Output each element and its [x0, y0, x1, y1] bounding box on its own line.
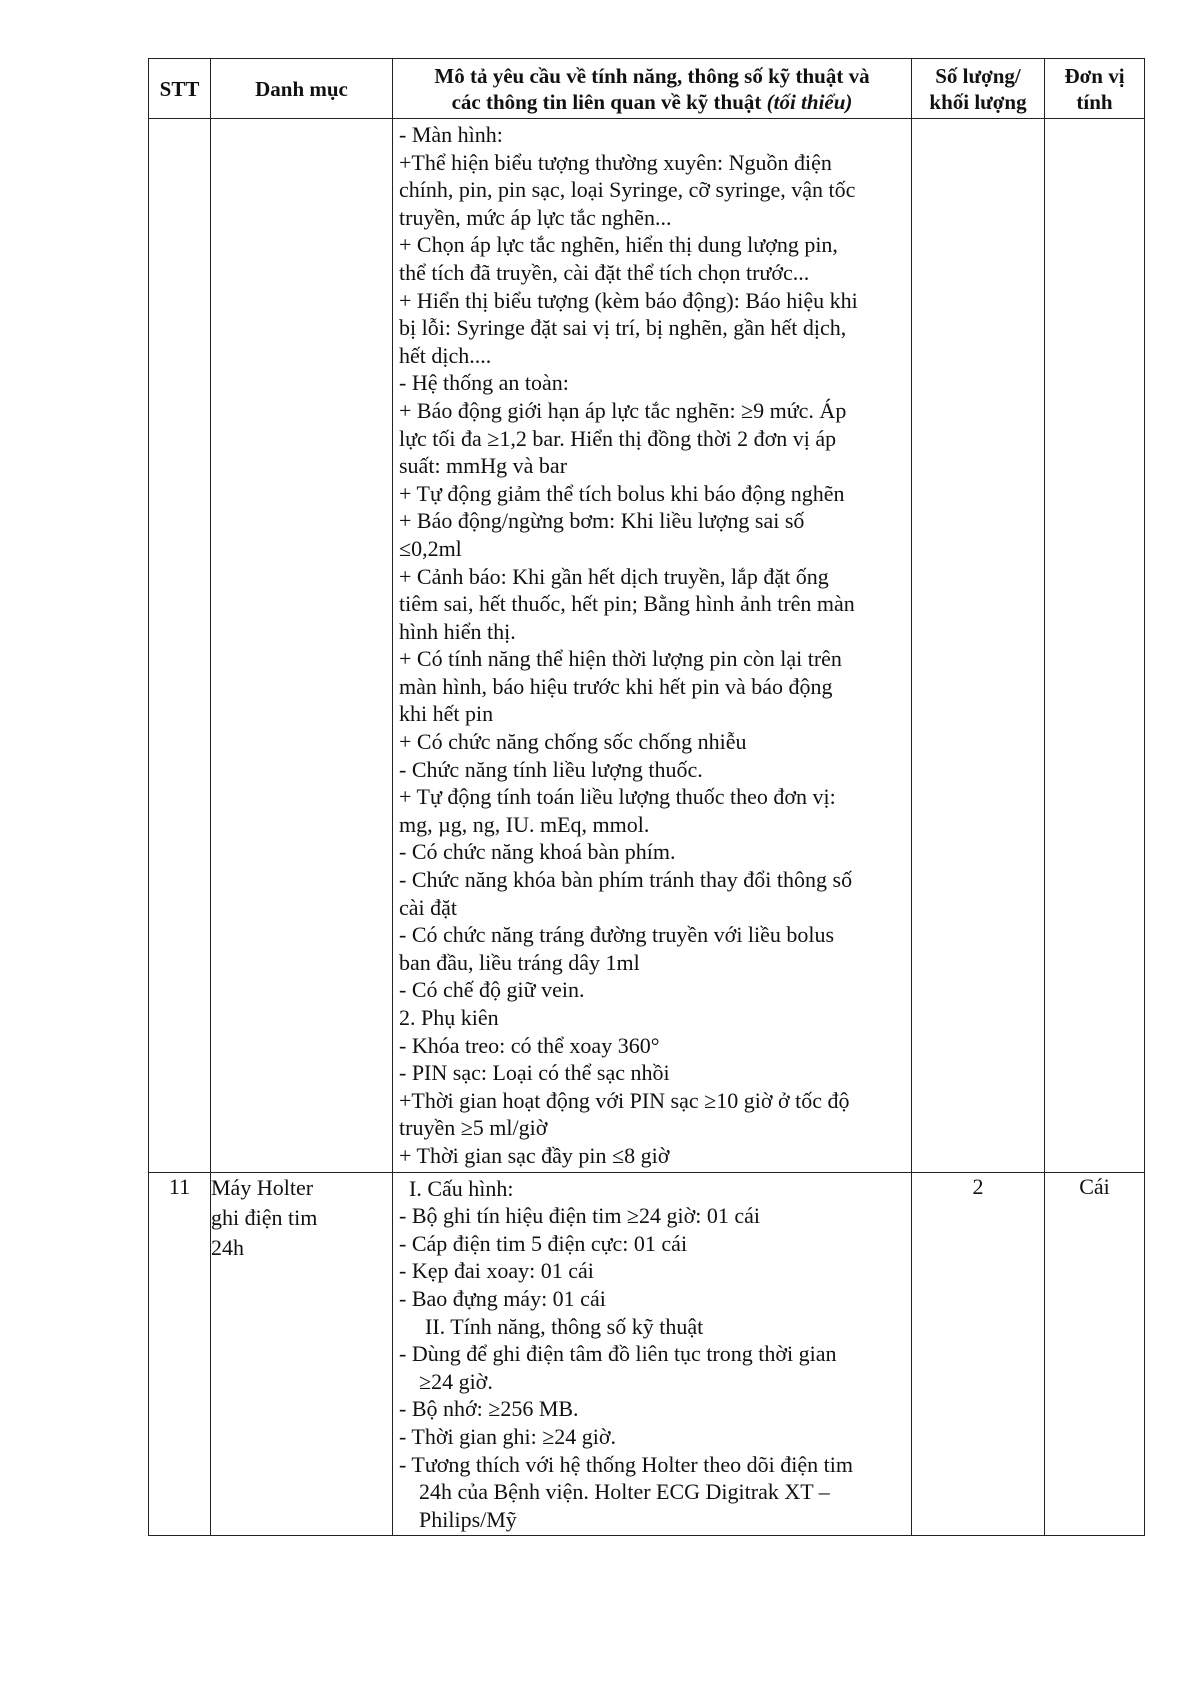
- text-line: màn hình, báo hiệu trước khi hết pin và báo động: [399, 673, 833, 699]
- text-line: - Bộ nhớ: ≥256 MB.: [399, 1396, 579, 1422]
- header-unit: Đơn vị tính: [1045, 59, 1145, 119]
- text-line: - Khóa treo: có thể xoay 360°: [399, 1032, 660, 1058]
- row1-description-cell: [393, 119, 912, 1173]
- text-line: - Thời gian ghi: ≥24 giờ.: [399, 1423, 617, 1449]
- text-line: lực tối đa ≥1,2 bar. Hiển thị đồng thời 2 đơn vị áp: [399, 425, 837, 451]
- text-line: - Hệ thống an toàn:: [399, 370, 569, 396]
- text-line: Philips/Mỹ: [419, 1506, 517, 1532]
- text-line: bị lỗi: Syringe đặt sai vị trí, bị nghẽn, gần hết dịch,: [399, 315, 847, 341]
- text-line: + Báo động giới hạn áp lực tắc nghẽn: ≥9 mức. Áp: [399, 397, 847, 423]
- text-line: + Thời gian sạc đầy pin ≤8 giờ: [399, 1142, 670, 1168]
- text-line: truyền, mức áp lực tắc nghẽn...: [399, 204, 672, 230]
- text-line: +Thể hiện biểu tượng thường xuyên: Nguồn điện: [399, 149, 832, 175]
- row2-unit: Cái: [1045, 1172, 1145, 1536]
- text-line: - Có chức năng tráng đường truyền với liều bolus: [399, 922, 835, 948]
- header-description-line2: các thông tin liên quan về kỹ thuật (tối thiểu): [451, 89, 853, 114]
- text-line: + Tự động tính toán liều lượng thuốc theo đơn vị:: [399, 784, 836, 810]
- text-line: + Báo động/ngừng bơm: Khi liều lượng sai số: [399, 508, 805, 534]
- text-line: + Chọn áp lực tắc nghẽn, hiển thị dung lượng pin,: [399, 232, 838, 258]
- text-line: - Cáp điện tim 5 điện cực: 01 cái: [399, 1230, 688, 1256]
- text-line: + Tự động giảm thể tích bolus khi báo động nghẽn: [399, 480, 845, 506]
- row2-stt: 11: [149, 1172, 211, 1536]
- text-line: - Có chức năng khoá bàn phím.: [399, 839, 676, 865]
- text-line: khi hết pin: [399, 701, 494, 727]
- row1-unit-cell: [1045, 119, 1145, 1173]
- text-line: - Chức năng khóa bàn phím tránh thay đổi thông số: [399, 867, 853, 893]
- row2-description-cell: [393, 1172, 912, 1536]
- text-line: + Có chức năng chống sốc chống nhiễu: [399, 729, 747, 755]
- text-line: ≥24 giờ.: [419, 1368, 493, 1394]
- row2-quantity: 2: [912, 1172, 1045, 1536]
- text-line: +Thời gian hoạt động với PIN sạc ≥10 giờ ở tốc độ: [399, 1087, 850, 1113]
- header-description: [393, 59, 912, 119]
- text-line: suất: mmHg và bar: [399, 453, 568, 479]
- row1-stt-cell: [149, 119, 211, 1173]
- text-line: truyền ≥5 ml/giờ: [399, 1115, 548, 1141]
- row2-category: Máy Holter ghi điện tim 24h: [211, 1172, 393, 1536]
- text-line: mg, µg, ng, IU. mEq, mmol.: [399, 811, 650, 837]
- spec-heading: II. Tính năng, thông số kỹ thuật: [425, 1313, 704, 1339]
- text-line: thể tích đã truyền, cài đặt thể tích chọn trước...: [399, 259, 810, 285]
- header-category: Danh mục: [211, 59, 393, 119]
- text-line: tiêm sai, hết thuốc, hết pin; Bằng hình ảnh trên màn: [399, 591, 855, 617]
- text-line: hết dịch....: [399, 342, 492, 368]
- header-description-line1: Mô tả yêu cầu về tính năng, thông số kỹ thuật và: [434, 63, 870, 88]
- text-line: + Hiển thị biểu tượng (kèm báo động): Báo hiệu khi: [399, 287, 858, 313]
- spec-items: [399, 1340, 905, 1533]
- row2-description-lines: [393, 1173, 911, 1536]
- text-line: cài đặt: [399, 894, 458, 920]
- spec-table: [148, 58, 1145, 1536]
- config-items: [399, 1202, 905, 1312]
- text-line: 24h của Bệnh viện. Holter ECG Digitrak XT –: [419, 1479, 830, 1505]
- text-line: - PIN sạc: Loại có thể sạc nhồi: [399, 1060, 670, 1086]
- text-line: - Kẹp đai xoay: 01 cái: [399, 1258, 594, 1284]
- text-line: + Cảnh báo: Khi gần hết dịch truyền, lắp đặt ống: [399, 563, 829, 589]
- header-row: [149, 59, 1145, 119]
- table-row-item-11: [149, 1172, 1145, 1536]
- text-line: - Bộ ghi tín hiệu điện tim ≥24 giờ: 01 cái: [399, 1203, 761, 1229]
- text-line: - Tương thích với hệ thống Holter theo dõi điện tim: [399, 1451, 853, 1477]
- text-line: - Có chế độ giữ vein.: [399, 977, 585, 1003]
- text-line: 2. Phụ kiên: [399, 1005, 499, 1030]
- text-line: chính, pin, pin sạc, loại Syringe, cỡ syringe, vận tốc: [399, 177, 856, 203]
- text-line: + Có tính năng thể hiện thời lượng pin còn lại trên: [399, 646, 842, 672]
- header-stt: STT: [149, 59, 211, 119]
- header-quantity: Số lượng/ khối lượng: [912, 59, 1045, 119]
- text-line: - Màn hình:: [399, 122, 503, 147]
- header-description-italic: (tối thiểu): [766, 89, 853, 114]
- text-line: - Chức năng tính liều lượng thuốc.: [399, 756, 703, 782]
- row1-description-lines: [393, 119, 911, 1172]
- table-row-continuation: [149, 119, 1145, 1173]
- config-heading: I. Cấu hình:: [409, 1175, 514, 1201]
- text-line: ban đầu, liều tráng dây 1ml: [399, 949, 640, 975]
- row1-category-cell: [211, 119, 393, 1173]
- text-line: - Bao đựng máy: 01 cái: [399, 1285, 606, 1311]
- text-line: hình hiển thị.: [399, 618, 516, 644]
- text-line: ≤0,2ml: [399, 535, 462, 561]
- text-line: - Dùng để ghi điện tâm đồ liên tục trong thời gian: [399, 1341, 837, 1367]
- row1-quantity-cell: [912, 119, 1045, 1173]
